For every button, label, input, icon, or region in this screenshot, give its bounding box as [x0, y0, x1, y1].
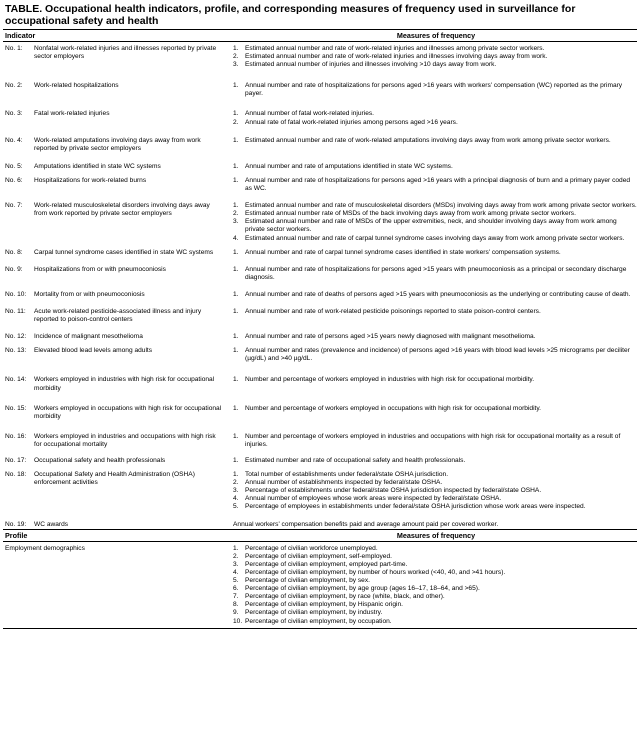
- measure-number: 1.: [233, 457, 239, 464]
- indicator-measures: [233, 177, 637, 193]
- measure-item: [233, 609, 637, 617]
- measure-item: [233, 569, 637, 577]
- measure-text: Estimated annual number and rate of MSDs of the upper extremities, neck, and shoulder involving days away from work among private sector workers.: [245, 218, 617, 234]
- indicator-name: Workers employed in industries with high risk for occupational morbidity: [34, 376, 215, 392]
- indicator-number: No. 2:: [5, 82, 23, 90]
- table-row: [3, 333, 637, 341]
- indicator-measures: [233, 308, 637, 324]
- indicator-number: No. 19:: [5, 520, 27, 528]
- measure-number: 4.: [233, 568, 239, 576]
- measure-item: [233, 119, 637, 127]
- table-title: TABLE. Occupational health indicators, profile, and corresponding measures of frequency used in surveillance for occupational safety and health: [5, 3, 576, 27]
- measure-number: 9.: [233, 609, 239, 617]
- indicator-number: No. 9:: [5, 265, 23, 273]
- measures-list: [233, 249, 637, 257]
- measure-item: [233, 347, 637, 363]
- measures-list: [233, 347, 637, 363]
- table-row: [3, 45, 637, 69]
- profile-measures-column-header: Measures of frequency: [396, 530, 476, 540]
- table-row: [3, 347, 637, 363]
- measures-list: [233, 308, 637, 316]
- measure-text: Percentage of civilian employment, by age group (ages 16–17, 18–64, and >65).: [245, 585, 480, 593]
- measure-item: [233, 503, 637, 511]
- measure-number: 6.: [233, 585, 239, 593]
- indicator-name: Workers employed in occupations with high risk for occupational morbidity: [34, 404, 222, 420]
- measure-number: 1.: [233, 333, 239, 341]
- indicator-measures: [233, 266, 637, 282]
- indicator-measures: [233, 249, 637, 257]
- measure-text: Estimated annual number and rate of carpal tunnel syndrome cases involving days away from work among private sector workers.: [245, 234, 625, 242]
- measure-text: Estimated annual number and rate of work-related injuries and illnesses involving days away from work.: [245, 53, 548, 61]
- measure-item: [233, 618, 637, 626]
- table-row: [3, 202, 637, 242]
- measure-text: Annual number and rate of hospitalizations for persons aged >15 years with pneumoconiosis as a principal or secondary discharge diagnosis.: [245, 265, 627, 281]
- measure-number: 1.: [233, 176, 239, 184]
- indicator-measures: [233, 110, 637, 126]
- indicator-name: Work-related amputations involving days away from work reported by private sector employers: [34, 136, 201, 152]
- measures-list: [233, 177, 637, 193]
- measure-number: 1.: [233, 202, 239, 210]
- measure-number: 3.: [233, 218, 239, 226]
- indicator-number: No. 11:: [5, 307, 26, 315]
- indicator-table-body: [3, 45, 637, 529]
- measure-text: Annual number and rate of deaths of persons aged >15 years with pneumoconiosis as the underlying or contributing cause of death.: [245, 290, 631, 298]
- measure-number: 1.: [233, 376, 239, 384]
- indicator-measures: [233, 333, 637, 341]
- measure-number: 1.: [233, 248, 239, 256]
- measure-number: 1.: [233, 307, 239, 315]
- measure-number: 2.: [233, 53, 239, 61]
- indicator-measures: [233, 202, 637, 242]
- indicator-number: No. 16:: [5, 432, 27, 440]
- indicator-measures: [233, 347, 637, 363]
- measure-item: [233, 266, 637, 282]
- measure-number: 2.: [233, 479, 239, 487]
- profile-name: Employment demographics: [5, 544, 85, 552]
- measure-number: 2.: [233, 118, 239, 126]
- measures-list: [233, 545, 637, 626]
- profile-column-header: Profile: [5, 530, 28, 540]
- measure-text: Estimated annual number rate of MSDs of the back involving days away from work among private sector workers.: [245, 210, 576, 218]
- table-row: [3, 433, 637, 449]
- indicator-measures: [233, 291, 637, 299]
- measure-number: 5.: [233, 577, 239, 585]
- measures-list: [233, 202, 637, 242]
- measure-number: 1.: [233, 136, 239, 144]
- measure-text: Number and percentage of workers employed in industries and occupations with high risk for occupational mortality as a result of injuries.: [245, 432, 621, 448]
- indicator-measures: [233, 163, 637, 171]
- indicator-number: No. 13:: [5, 347, 27, 355]
- indicator-name: Fatal work-related injuries: [34, 110, 110, 118]
- measure-number: 1.: [233, 432, 239, 440]
- indicator-measures: [233, 433, 637, 449]
- measures-list: [233, 266, 637, 282]
- measure-item: [233, 405, 637, 413]
- divider: [3, 41, 637, 42]
- table-row: [3, 457, 637, 465]
- indicator-number: No. 3:: [5, 110, 23, 118]
- indicator-name: Carpal tunnel syndrome cases identified in state WC systems: [34, 248, 214, 256]
- measure-text: Estimated annual number and rate of work-related amputations involving days away from work among private sector workers.: [245, 136, 611, 144]
- measure-item: [233, 235, 637, 243]
- divider: [3, 628, 637, 629]
- indicator-name: Mortality from or with pneumoconiosis: [34, 290, 145, 298]
- measure-item: [233, 376, 637, 384]
- measure-text: Annual number and rate of persons aged >15 years newly diagnosed with malignant mesothelioma.: [245, 333, 536, 341]
- measures-list: [233, 333, 637, 341]
- indicator-name: Occupational safety and health professionals: [34, 457, 166, 464]
- indicator-measures: [233, 521, 637, 529]
- measure-text: Annual number and rate of carpal tunnel syndrome cases identified in state workers' compensation systems.: [245, 248, 561, 256]
- indicator-name: Incidence of malignant mesothelioma: [34, 333, 143, 341]
- measure-text: Percentage of civilian employment, employed part-time.: [245, 560, 408, 568]
- measure-number: 5.: [233, 503, 239, 511]
- indicator-measures: [233, 405, 637, 421]
- measure-item: [233, 561, 637, 569]
- measures-column-header: Measures of frequency: [396, 31, 476, 40]
- measure-number: 1.: [233, 162, 239, 170]
- indicator-number: No. 7:: [5, 202, 23, 210]
- indicator-measures: [233, 471, 637, 511]
- measure-item: [233, 553, 637, 561]
- measure-item: [233, 593, 637, 601]
- measure-number: 1.: [233, 347, 239, 355]
- measures-list: [233, 405, 637, 413]
- indicator-name: Occupational Safety and Health Administration (OSHA) enforcement activities: [34, 471, 195, 487]
- measure-item: [233, 61, 637, 69]
- measure-text: Percentage of civilian employment, self-employed.: [245, 552, 392, 560]
- indicator-number: No. 14:: [5, 376, 27, 384]
- indicator-name: Work-related musculoskeletal disorders involving days away from work reported by private sector employers: [34, 202, 210, 218]
- measure-item: [233, 308, 637, 316]
- measures-list: [233, 82, 637, 98]
- measure-item: [233, 487, 637, 495]
- measure-item: [233, 577, 637, 585]
- indicator-number: No. 15:: [5, 404, 27, 412]
- measure-text: Annual workers' compensation benefits paid and average amount paid per covered worker.: [233, 520, 499, 528]
- measure-item: [233, 291, 637, 299]
- measure-number: 1.: [233, 45, 239, 52]
- measure-item: [233, 585, 637, 593]
- measure-item: [233, 601, 637, 609]
- measure-text: Annual number and rate of hospitalizations for persons aged >16 years with workers' compensation (WC) reported as the primary payer.: [245, 82, 623, 98]
- measure-number: 4.: [233, 234, 239, 242]
- measure-text: Percentage of civilian workforce unemployed.: [245, 544, 378, 552]
- indicator-name: Hospitalizations from or with pneumoconiosis: [34, 265, 166, 273]
- measure-number: 8.: [233, 601, 239, 609]
- indicator-measures: [233, 45, 637, 69]
- measure-text: Percentage of employees in establishments under federal/state OSHA jurisdiction whose work areas were inspected.: [245, 503, 586, 511]
- measures-list: [233, 471, 637, 511]
- indicator-number: No. 17:: [5, 457, 27, 464]
- measure-text: Annual number of fatal work-related injuries.: [245, 110, 375, 118]
- measure-text: Annual number and rates (prevalence and incidence) of persons aged >16 years with blood lead levels >25 micrograms per deciliter (µg/dL) and >40 µg/dL.: [245, 347, 630, 363]
- measure-text: Percentage of civilian employment, by number of hours worked (<40, 40, and >41 hours).: [245, 568, 506, 576]
- measures-list: [233, 163, 637, 171]
- measure-text: Estimated annual number and rate of musculoskeletal disorders (MSDs) involving days away from work among private sector workers.: [245, 202, 637, 210]
- table-row: [3, 137, 637, 153]
- measure-item: [233, 457, 637, 465]
- measure-text: Total number of establishments under federal/state OSHA jurisdiction.: [245, 471, 449, 479]
- measure-number: 3.: [233, 560, 239, 568]
- indicator-header-row: [3, 30, 637, 41]
- indicator-name: WC awards: [34, 520, 69, 528]
- indicator-measures: [233, 82, 637, 98]
- measure-number: 1.: [233, 82, 239, 90]
- measure-text: Annual number and rate of hospitalizations for persons aged >16 years with a principal diagnosis of burn and a primary payer coded as WC.: [245, 176, 631, 193]
- measure-number: 1.: [233, 471, 239, 479]
- measure-item: [233, 210, 637, 218]
- measure-number: 7.: [233, 593, 239, 601]
- measure-number: 2.: [233, 552, 239, 560]
- measure-text: Percentage of civilian employment, by occupation.: [245, 617, 392, 625]
- measure-text: Percentage of establishments under federal/state OSHA jurisdiction inspected by federal/state OSHA.: [245, 487, 542, 495]
- indicator-name: Workers employed in industries and occupations with high risk for occupational mortality: [34, 432, 216, 448]
- table-row: [3, 177, 637, 193]
- measure-item: [233, 53, 637, 61]
- table-row: [3, 471, 637, 511]
- measure-item: [233, 479, 637, 487]
- measures-list: [233, 110, 637, 126]
- measure-text: Percentage of civilian employment, by sex.: [245, 577, 370, 585]
- measure-text: Annual number of establishments inspected by federal/state OSHA.: [245, 479, 443, 487]
- measure-number: 10.: [233, 617, 243, 625]
- indicator-column-header: Indicator: [5, 31, 36, 40]
- measure-number: 1.: [233, 404, 239, 412]
- measure-item: [233, 163, 637, 171]
- measure-number: 3.: [233, 487, 239, 495]
- measures-list: [233, 291, 637, 299]
- indicator-number: No. 5:: [5, 162, 23, 170]
- measure-number: 2.: [233, 210, 239, 218]
- measure-item: [233, 471, 637, 479]
- table-row: [3, 110, 637, 126]
- indicator-name: Hospitalizations for work-related burns: [34, 176, 147, 184]
- indicator-number: No. 10:: [5, 290, 27, 298]
- measures-list: [233, 457, 637, 465]
- indicator-name: Elevated blood lead levels among adults: [34, 347, 153, 355]
- measure-item: [233, 110, 637, 118]
- measure-text: Percentage of civilian employment, by race (white, black, and other).: [245, 593, 445, 601]
- measure-item: [233, 202, 637, 210]
- measure-item: [233, 433, 637, 449]
- measure-text: Percentage of civilian employment, by industry.: [245, 609, 383, 617]
- measure-text: Number and percentage of workers employed in industries with high risk for occupational morbidity.: [245, 376, 535, 384]
- profile-measures: [233, 545, 637, 626]
- indicator-number: No. 8:: [5, 248, 23, 256]
- measure-text: Percentage of civilian employment, by Hispanic origin.: [245, 601, 403, 609]
- profile-header-row: [3, 530, 637, 541]
- indicator-number: No. 4:: [5, 136, 23, 144]
- indicator-name: Nonfatal work-related injuries and illnesses reported by private sector employers: [34, 45, 217, 61]
- profile-row: [3, 545, 637, 626]
- measure-item: [233, 545, 637, 553]
- measure-number: 1.: [233, 290, 239, 298]
- indicator-number: No. 18:: [5, 471, 27, 479]
- measures-list: [233, 137, 637, 145]
- table-row: [3, 291, 637, 299]
- indicator-name: Amputations identified in state WC systems: [34, 162, 161, 170]
- measure-number: 4.: [233, 495, 239, 503]
- table-row: [3, 266, 637, 282]
- measure-text: Annual number and rate of work-related pesticide poisonings reported to state poison-control centers.: [245, 307, 541, 315]
- table-row: [3, 405, 637, 421]
- measure-text: Annual number and rate of amputations identified in state WC systems.: [245, 162, 453, 170]
- indicator-measures: [233, 457, 637, 465]
- indicator-number: No. 1:: [5, 45, 23, 52]
- measure-text: Annual rate of fatal work-related injuries among persons aged >16 years.: [245, 118, 458, 126]
- measure-item: [233, 45, 637, 53]
- divider: [3, 541, 637, 542]
- measure-text: Estimated number and rate of occupational safety and health professionals.: [245, 457, 466, 464]
- measure-item: [233, 249, 637, 257]
- measure-number: 1.: [233, 265, 239, 273]
- indicator-number: No. 6:: [5, 176, 23, 184]
- measure-item: [233, 177, 637, 193]
- indicator-name: Work-related hospitalizations: [34, 82, 119, 90]
- table-row: [3, 82, 637, 98]
- indicator-name: Acute work-related pesticide-associated illness and injury reported to poison-control centers: [34, 307, 202, 324]
- table-row: [3, 163, 637, 171]
- indicator-measures: [233, 376, 637, 392]
- measure-text: Number and percentage of workers employed in occupations with high risk for occupational morbidity.: [245, 404, 542, 412]
- table-row: [3, 249, 637, 257]
- measure-text: Estimated annual number and rate of work-related injuries and illnesses among private sector workers.: [245, 45, 545, 52]
- measure-item: [233, 137, 637, 145]
- measure-text: Estimated annual number of injuries and illnesses involving >10 days away from work.: [245, 61, 497, 69]
- measures-list: [233, 433, 637, 449]
- measure-text: Annual number of employees whose work areas were inspected by federal/state OSHA.: [245, 495, 502, 503]
- table-row: [3, 308, 637, 324]
- indicator-number: No. 12:: [5, 333, 27, 341]
- measure-item: [233, 82, 637, 98]
- table-row: [3, 376, 637, 392]
- measure-item: [233, 333, 637, 341]
- measure-number: 3.: [233, 61, 239, 69]
- measure-item: [233, 218, 637, 234]
- measure-number: 1.: [233, 110, 239, 118]
- table-row: [3, 521, 637, 529]
- indicator-measures: [233, 137, 637, 153]
- measures-list: [233, 45, 637, 69]
- measure-item: [233, 495, 637, 503]
- measures-list: [233, 376, 637, 384]
- measure-number: 1.: [233, 544, 239, 552]
